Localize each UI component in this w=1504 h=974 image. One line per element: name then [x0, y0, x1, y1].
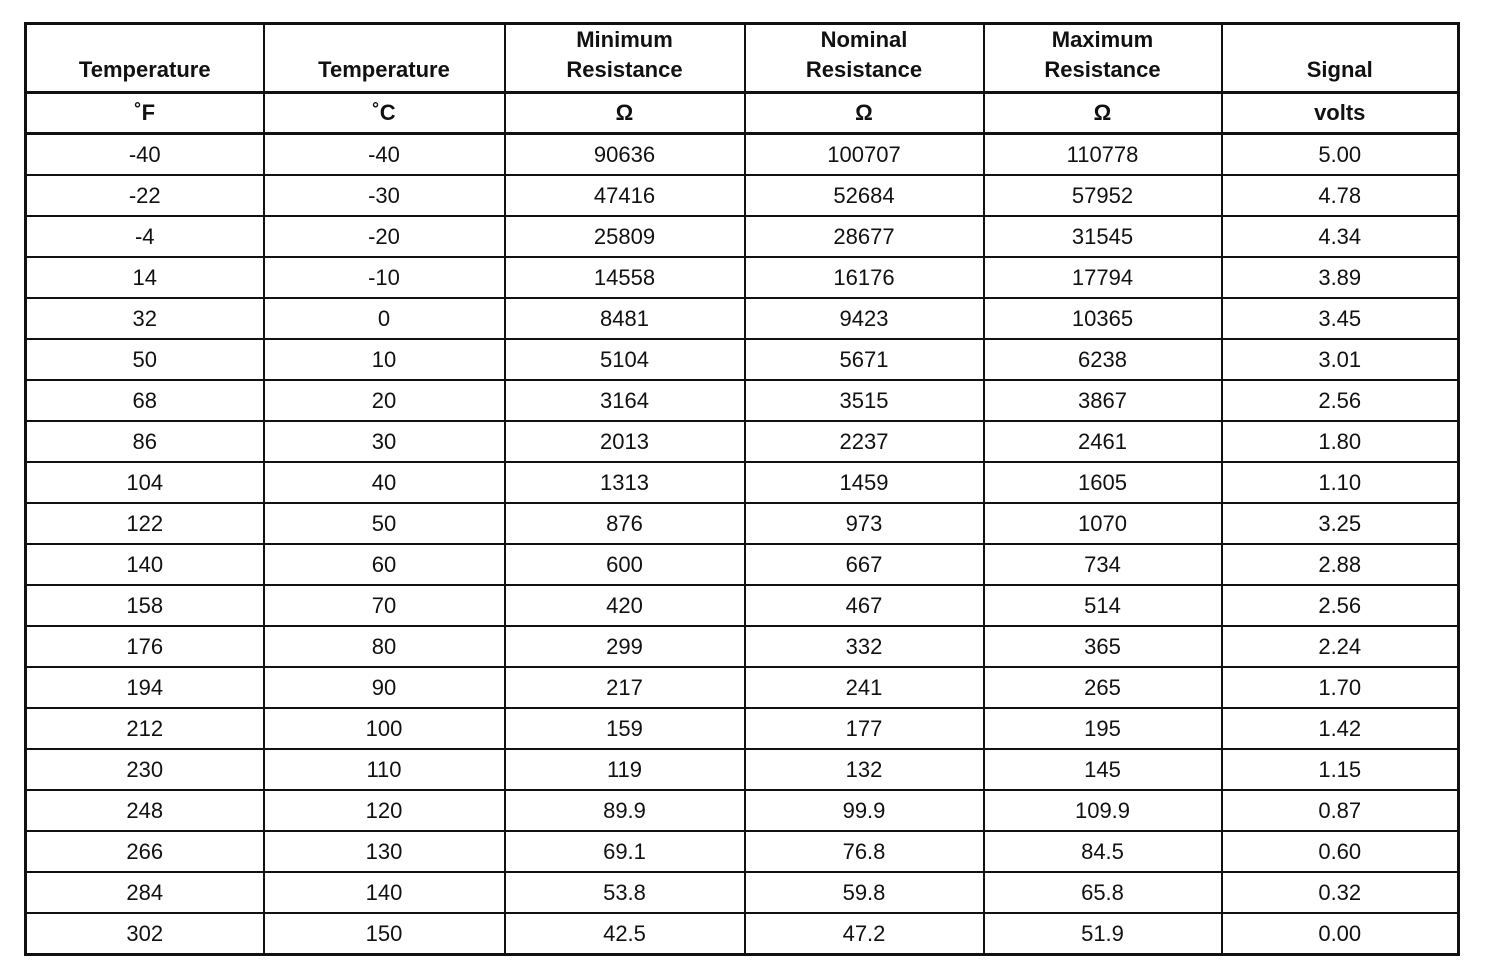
nominal-resistance-cell: 100707	[745, 134, 984, 176]
unit-ohm-nominal: Ω	[745, 93, 984, 134]
unit-ohm-max: Ω	[984, 93, 1222, 134]
table-row	[26, 749, 1459, 790]
max-resistance-cell: 365	[984, 626, 1222, 667]
min-resistance-cell: 420	[505, 585, 745, 626]
temp-f-cell: 248	[26, 790, 264, 831]
nominal-resistance-cell: 241	[745, 667, 984, 708]
max-resistance-cell: 57952	[984, 175, 1222, 216]
max-resistance-cell: 51.9	[984, 913, 1222, 955]
table-row	[26, 872, 1459, 913]
max-resistance-cell: 3867	[984, 380, 1222, 421]
min-resistance-cell: 90636	[505, 134, 745, 176]
temp-f-cell: 50	[26, 339, 264, 380]
min-resistance-cell: 299	[505, 626, 745, 667]
signal-cell: 2.56	[1222, 585, 1459, 626]
temp-c-cell: -20	[264, 216, 505, 257]
temp-c-cell: 100	[264, 708, 505, 749]
temp-f-cell: -40	[26, 134, 264, 176]
signal-cell: 3.89	[1222, 257, 1459, 298]
temp-f-cell: 194	[26, 667, 264, 708]
min-resistance-cell: 42.5	[505, 913, 745, 955]
max-resistance-cell: 6238	[984, 339, 1222, 380]
min-resistance-cell: 8481	[505, 298, 745, 339]
temp-c-cell: 50	[264, 503, 505, 544]
header-temperature-f: Temperature	[26, 24, 264, 93]
temp-c-cell: 130	[264, 831, 505, 872]
max-resistance-cell: 10365	[984, 298, 1222, 339]
temp-c-cell: 140	[264, 872, 505, 913]
signal-cell: 0.60	[1222, 831, 1459, 872]
unit-volts: volts	[1222, 93, 1459, 134]
temp-f-cell: 230	[26, 749, 264, 790]
max-resistance-cell: 1070	[984, 503, 1222, 544]
min-resistance-cell: 600	[505, 544, 745, 585]
header-nominal-resistance: Nominal Resistance	[745, 24, 984, 93]
temp-c-cell: 80	[264, 626, 505, 667]
temp-f-cell: 284	[26, 872, 264, 913]
table-row	[26, 257, 1459, 298]
table-row	[26, 544, 1459, 585]
max-resistance-cell: 84.5	[984, 831, 1222, 872]
table-body	[26, 134, 1459, 955]
temp-c-cell: 30	[264, 421, 505, 462]
nominal-resistance-cell: 177	[745, 708, 984, 749]
table-row	[26, 175, 1459, 216]
max-resistance-cell: 31545	[984, 216, 1222, 257]
table-row	[26, 831, 1459, 872]
max-resistance-cell: 1605	[984, 462, 1222, 503]
temp-f-cell: 176	[26, 626, 264, 667]
header-temperature-c: Temperature	[264, 24, 505, 93]
unit-ohm-min: Ω	[505, 93, 745, 134]
signal-cell: 0.87	[1222, 790, 1459, 831]
max-resistance-cell: 195	[984, 708, 1222, 749]
table-row	[26, 134, 1459, 176]
temp-f-cell: 302	[26, 913, 264, 955]
table-row	[26, 421, 1459, 462]
nominal-resistance-cell: 467	[745, 585, 984, 626]
min-resistance-cell: 69.1	[505, 831, 745, 872]
table-row	[26, 380, 1459, 421]
signal-cell: 1.10	[1222, 462, 1459, 503]
temp-f-cell: -22	[26, 175, 264, 216]
temp-f-cell: 212	[26, 708, 264, 749]
temp-c-cell: 0	[264, 298, 505, 339]
min-resistance-cell: 1313	[505, 462, 745, 503]
signal-cell: 3.01	[1222, 339, 1459, 380]
signal-cell: 1.42	[1222, 708, 1459, 749]
table-row	[26, 216, 1459, 257]
temp-f-cell: 104	[26, 462, 264, 503]
max-resistance-cell: 109.9	[984, 790, 1222, 831]
temp-c-cell: 40	[264, 462, 505, 503]
header-maximum-resistance: Maximum Resistance	[984, 24, 1222, 93]
nominal-resistance-cell: 973	[745, 503, 984, 544]
max-resistance-cell: 265	[984, 667, 1222, 708]
max-resistance-cell: 514	[984, 585, 1222, 626]
min-resistance-cell: 2013	[505, 421, 745, 462]
nominal-resistance-cell: 332	[745, 626, 984, 667]
nominal-resistance-cell: 3515	[745, 380, 984, 421]
signal-cell: 4.78	[1222, 175, 1459, 216]
nominal-resistance-cell: 28677	[745, 216, 984, 257]
temp-f-cell: 68	[26, 380, 264, 421]
temp-c-cell: 60	[264, 544, 505, 585]
nominal-resistance-cell: 16176	[745, 257, 984, 298]
min-resistance-cell: 47416	[505, 175, 745, 216]
signal-cell: 2.88	[1222, 544, 1459, 585]
temp-c-cell: -10	[264, 257, 505, 298]
min-resistance-cell: 217	[505, 667, 745, 708]
unit-fahrenheit: ˚F	[26, 93, 264, 134]
temp-c-cell: 10	[264, 339, 505, 380]
table-row	[26, 503, 1459, 544]
min-resistance-cell: 3164	[505, 380, 745, 421]
min-resistance-cell: 5104	[505, 339, 745, 380]
nominal-resistance-cell: 1459	[745, 462, 984, 503]
temp-c-cell: 90	[264, 667, 505, 708]
table-row	[26, 298, 1459, 339]
table-row	[26, 667, 1459, 708]
table-row	[26, 462, 1459, 503]
max-resistance-cell: 734	[984, 544, 1222, 585]
temp-c-cell: 20	[264, 380, 505, 421]
signal-cell: 1.70	[1222, 667, 1459, 708]
temp-c-cell: 150	[264, 913, 505, 955]
min-resistance-cell: 14558	[505, 257, 745, 298]
min-resistance-cell: 89.9	[505, 790, 745, 831]
nominal-resistance-cell: 52684	[745, 175, 984, 216]
temp-c-cell: 120	[264, 790, 505, 831]
nominal-resistance-cell: 132	[745, 749, 984, 790]
nominal-resistance-cell: 47.2	[745, 913, 984, 955]
temp-f-cell: 266	[26, 831, 264, 872]
nominal-resistance-cell: 5671	[745, 339, 984, 380]
max-resistance-cell: 145	[984, 749, 1222, 790]
signal-cell: 3.25	[1222, 503, 1459, 544]
temp-f-cell: 158	[26, 585, 264, 626]
signal-cell: 2.56	[1222, 380, 1459, 421]
temp-f-cell: 14	[26, 257, 264, 298]
max-resistance-cell: 2461	[984, 421, 1222, 462]
nominal-resistance-cell: 99.9	[745, 790, 984, 831]
nominal-resistance-cell: 667	[745, 544, 984, 585]
temp-f-cell: 140	[26, 544, 264, 585]
signal-cell: 0.32	[1222, 872, 1459, 913]
resistance-table	[24, 22, 1460, 956]
temp-f-cell: 32	[26, 298, 264, 339]
signal-cell: 2.24	[1222, 626, 1459, 667]
temp-c-cell: -40	[264, 134, 505, 176]
min-resistance-cell: 159	[505, 708, 745, 749]
max-resistance-cell: 17794	[984, 257, 1222, 298]
min-resistance-cell: 119	[505, 749, 745, 790]
temp-f-cell: 122	[26, 503, 264, 544]
table-row	[26, 913, 1459, 955]
signal-cell: 5.00	[1222, 134, 1459, 176]
signal-cell: 1.80	[1222, 421, 1459, 462]
min-resistance-cell: 876	[505, 503, 745, 544]
nominal-resistance-cell: 9423	[745, 298, 984, 339]
signal-cell: 3.45	[1222, 298, 1459, 339]
max-resistance-cell: 65.8	[984, 872, 1222, 913]
min-resistance-cell: 25809	[505, 216, 745, 257]
nominal-resistance-cell: 59.8	[745, 872, 984, 913]
temp-c-cell: -30	[264, 175, 505, 216]
header-minimum-resistance: Minimum Resistance	[505, 24, 745, 93]
header-signal: Signal	[1222, 24, 1459, 93]
nominal-resistance-cell: 76.8	[745, 831, 984, 872]
temp-f-cell: 86	[26, 421, 264, 462]
temp-c-cell: 110	[264, 749, 505, 790]
header-row	[26, 24, 1459, 93]
table-row	[26, 339, 1459, 380]
min-resistance-cell: 53.8	[505, 872, 745, 913]
signal-cell: 0.00	[1222, 913, 1459, 955]
temp-f-cell: -4	[26, 216, 264, 257]
unit-celsius: ˚C	[264, 93, 505, 134]
temp-c-cell: 70	[264, 585, 505, 626]
nominal-resistance-cell: 2237	[745, 421, 984, 462]
table-row	[26, 708, 1459, 749]
table-row	[26, 790, 1459, 831]
signal-cell: 4.34	[1222, 216, 1459, 257]
table-row	[26, 585, 1459, 626]
signal-cell: 1.15	[1222, 749, 1459, 790]
units-row	[26, 93, 1459, 134]
table-row	[26, 626, 1459, 667]
max-resistance-cell: 110778	[984, 134, 1222, 176]
